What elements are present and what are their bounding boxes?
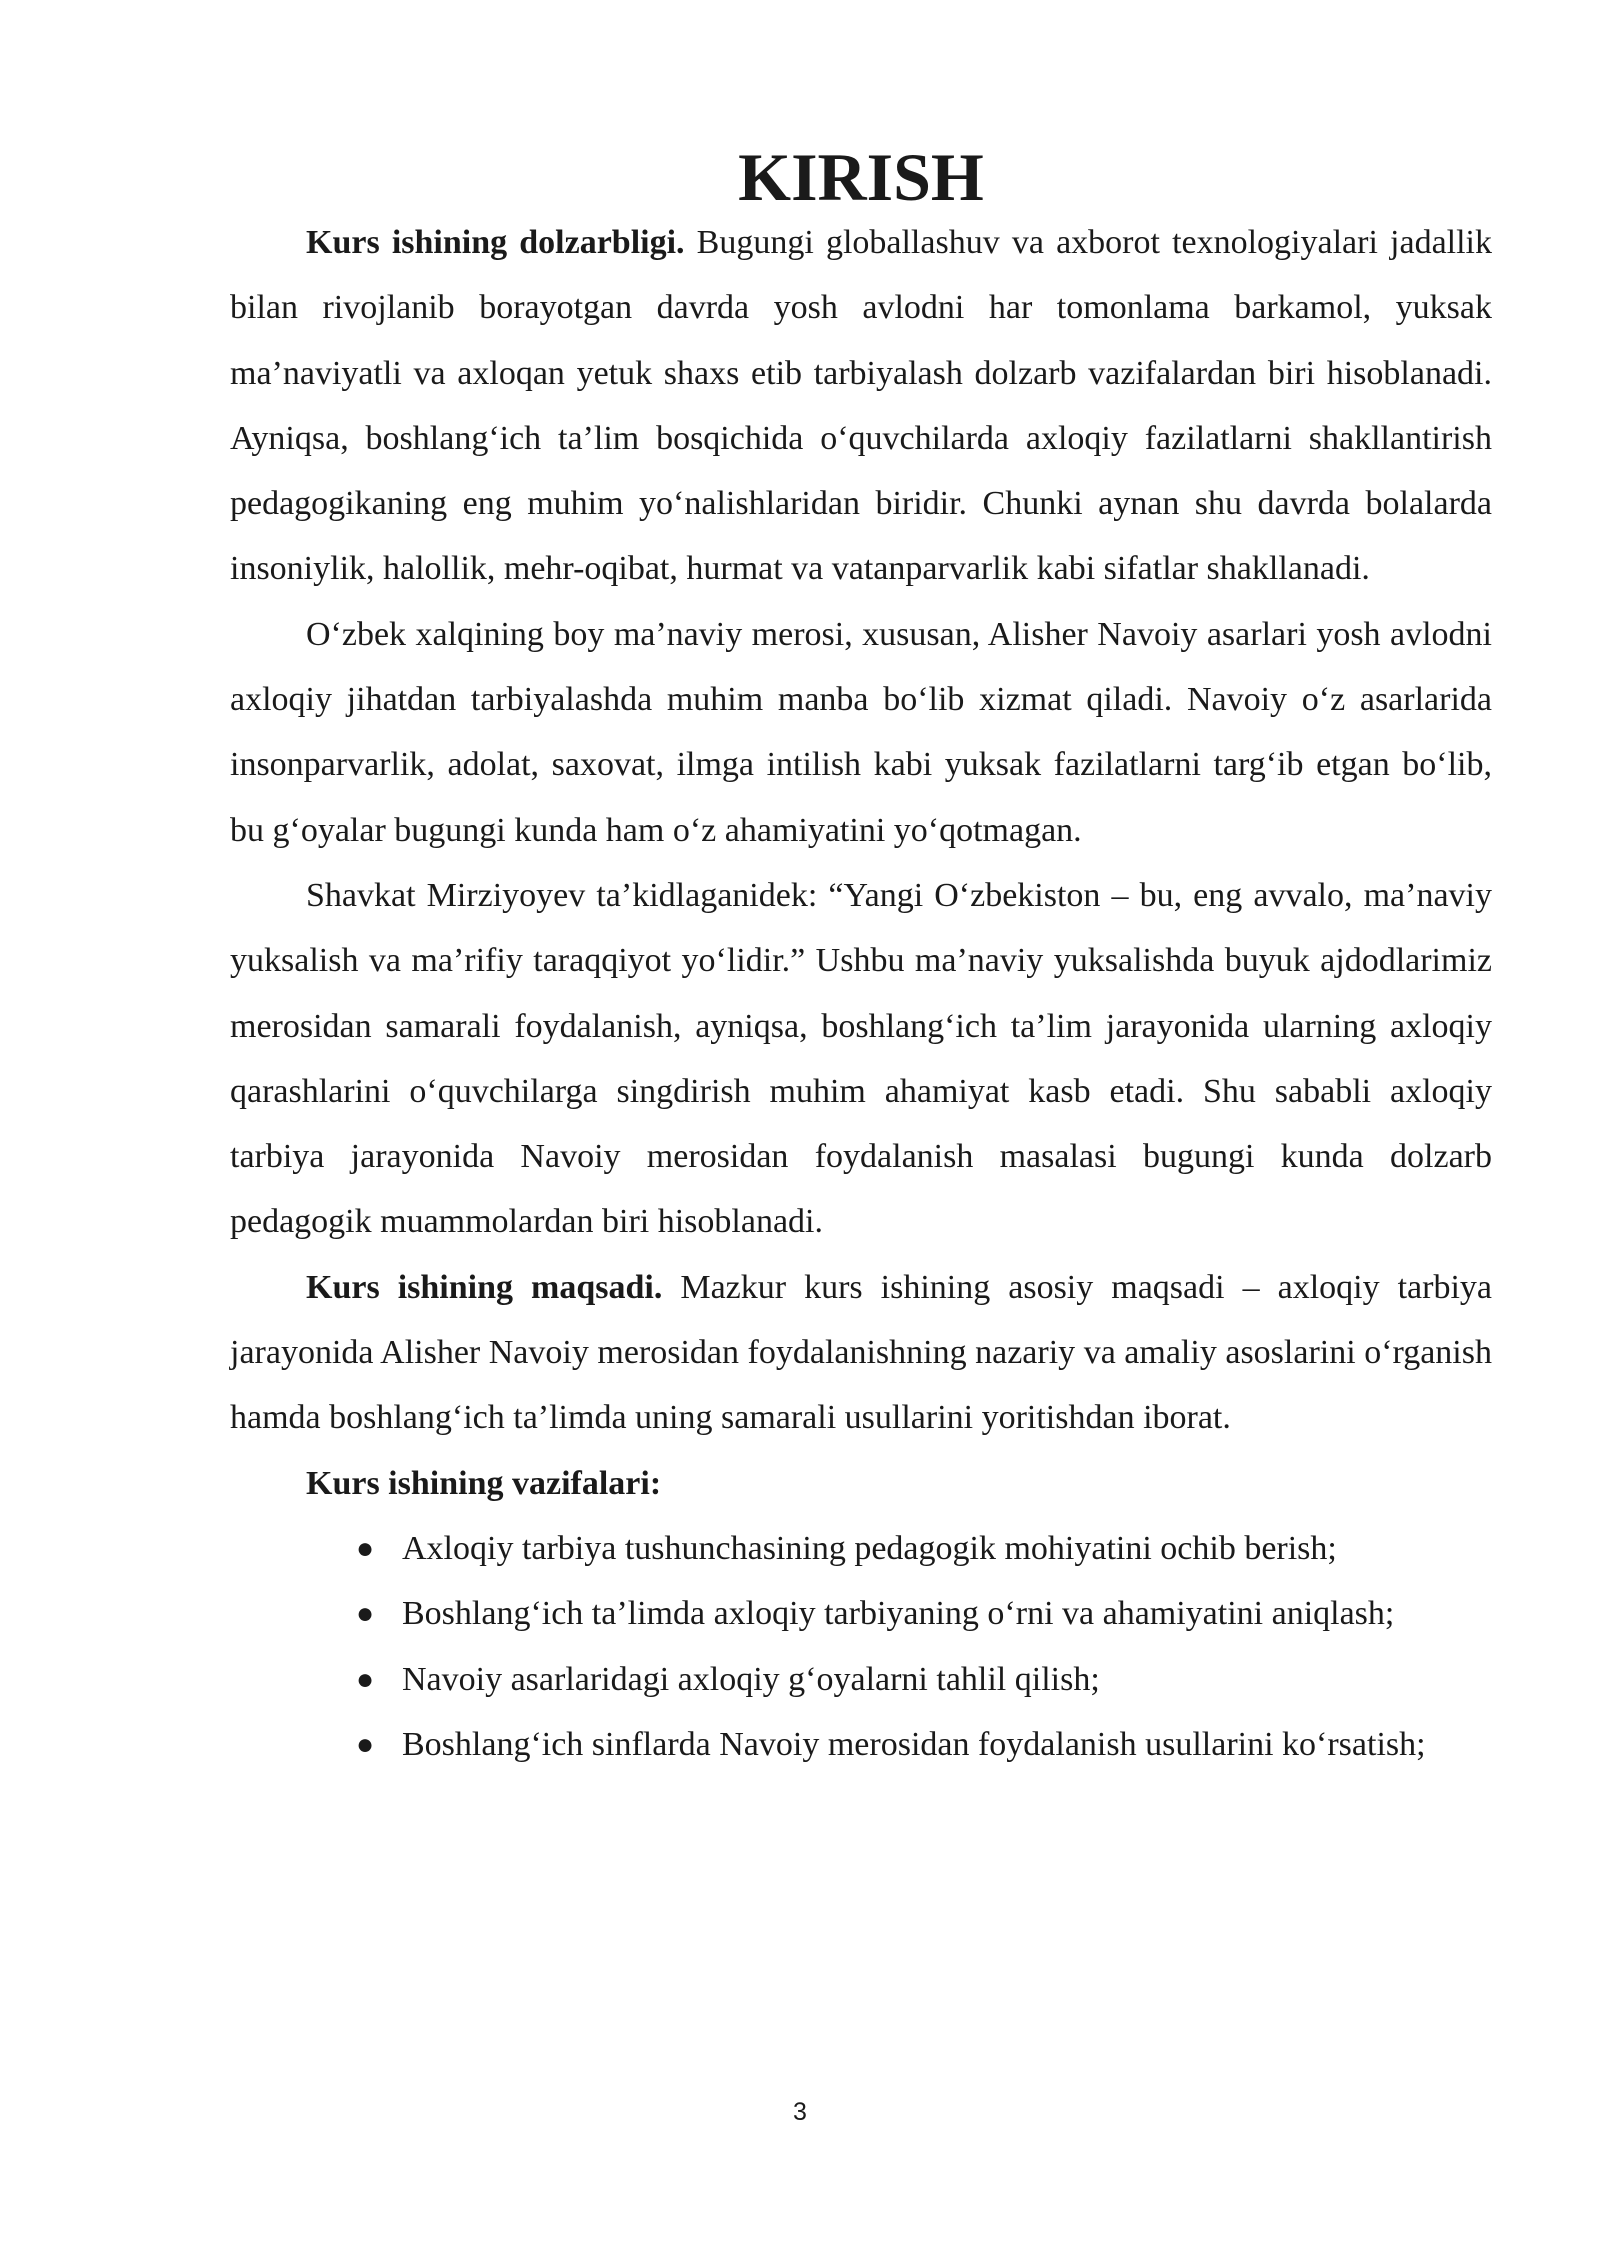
- paragraph-relevance-text: Bugungi globallashuv va axborot texnologiyalari jadallik bilan rivojlanib borayotgan davrda yosh avlodni har tomonlama barkamol, yuksak ma’naviyatli va axloqan yetuk shaxs etib tarbiyalash dolzarb vazifalardan biri hisoblanadi. Ayniqsa, boshlang‘ich ta’lim bosqichida o‘quvchilarda axloqiy fazilatlarni shakllantirish pedagogikaning eng muhim yo‘nalishlaridan biridir. Chunki aynan shu davrda bolalarda insoniylik, halollik, mehr-oqibat, hurmat va vatanparvarlik kabi sifatlar shakllanadi.: [230, 224, 1492, 588]
- task-text: Navoiy asarlaridagi axloqiy g‘oyalarni tahlil qilish;: [402, 1660, 1100, 1698]
- tasks-heading: Kurs ishining vazifalari:: [306, 1464, 662, 1502]
- bullet-icon: ●: [356, 1727, 375, 1761]
- paragraph-heritage: O‘zbek xalqining boy ma’naviy merosi, xususan, Alisher Navoiy asarlari yosh avlodni axloqiy jihatdan tarbiyalashda muhim manba bo‘lib xizmat qiladi. Navoiy o‘z asarlarida insonparvarlik, adolat, saxovat, ilmga intilish kabi yuksak fazilatlarni targ‘ib etgan bo‘lib, bu g‘oyalar bugungi kunda ham o‘z ahamiyatini yo‘qotmagan.: [230, 615, 1492, 849]
- list-item: [356, 1581, 1492, 1646]
- bullet-icon: ●: [356, 1531, 375, 1565]
- paragraph-goal-text: Mazkur kurs ishining asosiy maqsadi – axloqiy tarbiya jarayonida Alisher Navoiy merosidan foydalanishning nazariy va amaliy asoslarini o‘rganish hamda boshlang‘ich ta’limda uning samarali usullarini yoritishdan iborat.: [230, 1268, 1492, 1437]
- list-item: [356, 1647, 1492, 1712]
- list-item: [356, 1712, 1492, 1777]
- paragraph-relevance-lead: Kurs ishining dolzarbligi.: [306, 224, 685, 261]
- paragraph-quote: Shavkat Mirziyoyev ta’kidlaganidek: “Yangi O‘zbekiston – bu, eng avvalo, ma’naviy yuksalish va ma’rifiy taraqqiyot yo‘lidir.” Ushbu ma’naviy yuksalishda buyuk ajdodlarimiz merosidan samarali foydalanish, ayniqsa, boshlang‘ich ta’lim jarayonida ularning axloqiy qarashlarini o‘quvchilarga singdirish muhim ahamiyat kasb etadi. Shu sababli axloqiy tarbiya jarayonida Navoiy merosidan foydalanish masalasi bugungi kunda dolzarb pedagogik muammolardan biri hisoblanadi.: [230, 876, 1492, 1241]
- section-title: KIRISH: [738, 139, 984, 215]
- bullet-icon: ●: [356, 1662, 375, 1696]
- task-text: Boshlang‘ich sinflarda Navoiy merosidan foydalanish usullarini ko‘rsatish;: [402, 1725, 1426, 1763]
- bullet-icon: ●: [356, 1597, 375, 1631]
- paragraph-goal: [230, 1255, 1492, 1451]
- document-page: [230, 139, 1492, 1777]
- task-text: Boshlang‘ich ta’limda axloqiy tarbiyaning o‘rni va ahamiyatini aniqlash;: [402, 1595, 1395, 1633]
- paragraph-goal-lead: Kurs ishining maqsadi.: [306, 1268, 663, 1306]
- page-number: 3: [793, 2098, 807, 2126]
- tasks-list: [230, 1516, 1492, 1777]
- paragraph-relevance: [230, 210, 1492, 602]
- task-text: Axloqiy tarbiya tushunchasining pedagogik mohiyatini ochib berish;: [402, 1529, 1337, 1567]
- list-item: [356, 1516, 1492, 1581]
